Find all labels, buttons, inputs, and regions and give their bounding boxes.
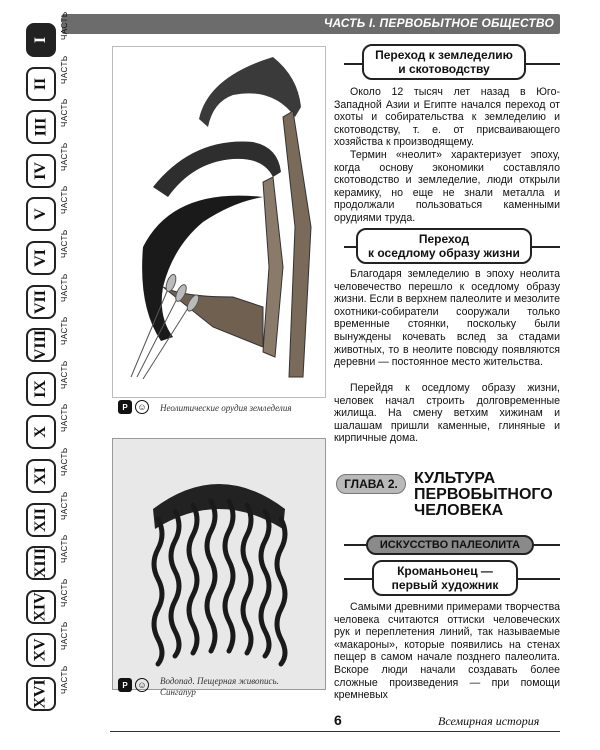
- part-tab-number: IV: [32, 161, 49, 180]
- part-tab-box: [26, 328, 56, 362]
- figure-icons-1: [118, 400, 149, 414]
- info-badge-icon: Р: [118, 678, 132, 692]
- heading-line-1: Кроманьонец —: [397, 564, 493, 578]
- figure-icons-2: [118, 678, 149, 692]
- part-tab-number: IX: [32, 379, 49, 398]
- part-tab-XII[interactable]: [20, 490, 86, 540]
- part-tab-number: V: [32, 208, 49, 221]
- neolithic-tools-image: [112, 46, 326, 398]
- part-tab-box: [26, 285, 56, 319]
- part-tab-label: ЧАСТЬ: [60, 229, 69, 258]
- part-tab-IX[interactable]: [20, 360, 86, 409]
- caption-line-2: Сингапур: [160, 687, 196, 697]
- part-tab-IV[interactable]: [20, 142, 86, 191]
- part-tab-XV[interactable]: [20, 621, 86, 670]
- part-tab-box: [26, 110, 56, 144]
- part-tab-V[interactable]: [20, 185, 86, 234]
- caption-line-1: Водопад. Пещерная живопись.: [160, 676, 279, 686]
- paragraph: Около 12 тысяч лет назад в Юго-Западной Азии и Египте начался переход от охоты и собирательства к земледелию и скотоводству, т. е. от присваивающего хозяйства к производящему.: [334, 86, 560, 149]
- header-title: ЧАСТЬ I. ПЕРВОБЫТНОЕ ОБЩЕСТВО: [323, 16, 554, 30]
- part-tab-box: [26, 197, 56, 231]
- info-badge-icon: Р: [118, 400, 132, 414]
- paragraph: Перейдя к оседлому образу жизни, человек начал строить долговременные жилища. На смену ветхим хижинам и шалашам пришли каменные, глиняные и кирпичные дома.: [334, 382, 560, 445]
- part-tab-box: [26, 677, 56, 711]
- part-tab-box: [26, 23, 56, 57]
- chapter-badge: ГЛАВА 2.: [336, 474, 406, 494]
- part-tab-box: [26, 503, 56, 537]
- part-tab-box: [26, 372, 56, 406]
- chapter-title-line-1: КУЛЬТУРА: [414, 470, 496, 487]
- part-tab-label: ЧАСТЬ: [60, 534, 69, 564]
- book-title: Всемирная история: [438, 714, 540, 728]
- part-tab-box: [26, 241, 56, 275]
- part-tab-XIII[interactable]: [20, 534, 86, 583]
- part-tab-box: [26, 459, 56, 493]
- part-tab-label: ЧАСТЬ: [60, 98, 69, 128]
- section-heading: [362, 44, 526, 80]
- part-tab-label: ЧАСТЬ: [60, 272, 69, 302]
- part-tab-number: XV: [31, 638, 49, 662]
- part-tab-label: ЧАСТЬ: [60, 185, 69, 215]
- part-tab-number: XIV: [32, 592, 49, 622]
- part-tab-number: XII: [31, 507, 49, 532]
- part-tab-label: ЧАСТЬ: [60, 54, 69, 84]
- part-tab-label: ЧАСТЬ: [60, 316, 69, 346]
- part-tab-label: ЧАСТЬ: [60, 621, 69, 651]
- part-tab-number: VII: [31, 289, 49, 314]
- part-tab-III[interactable]: [20, 98, 86, 147]
- heading-line-1: Переход: [418, 232, 470, 246]
- part-tab-I[interactable]: [20, 11, 86, 60]
- part-tab-label: ЧАСТЬ: [60, 403, 69, 433]
- part-tab-VII[interactable]: [20, 272, 86, 322]
- part-tab-box: [26, 154, 56, 188]
- part-tab-XVI[interactable]: [20, 665, 86, 714]
- part-tab-box: [26, 415, 56, 449]
- part-tab-II[interactable]: [20, 54, 86, 104]
- part-tab-box: [26, 546, 56, 580]
- chapter-title-line-3: ЧЕЛОВЕКА: [414, 502, 504, 519]
- part-tab-number: II: [31, 77, 49, 90]
- section-heading: [372, 560, 518, 596]
- footer-rule: [110, 731, 560, 732]
- part-tab-label: ЧАСТЬ: [60, 447, 69, 476]
- part-tab-number: X: [32, 426, 49, 439]
- part-tab-number: VI: [32, 249, 49, 267]
- paragraph: Самыми древними примерами творчества человека считаются оттиски человеческих рук и переплетения линий, так называемые «макароны», которые появились на стенах пещер в самом начале позднего палеолита. Вскоре люди начали создавать более сложные произведения — при помощи кремневых: [334, 601, 560, 702]
- part-tab-VIII[interactable]: [20, 316, 86, 365]
- part-tab-label: ЧАСТЬ: [60, 360, 69, 389]
- part-tab-box: [26, 67, 56, 101]
- page-number: 6: [334, 712, 342, 728]
- heading-line-2: и скотоводству: [398, 62, 490, 76]
- part-tab-number: I: [31, 36, 49, 44]
- tools-illustration: [113, 47, 325, 397]
- section-badge: ИСКУССТВО ПАЛЕОЛИТА: [366, 535, 534, 555]
- paragraph: Термин «неолит» характеризует эпоху, когда основу экономики составляло скотоводство и земледелие, люди открыли керамику, но еще не знали металла и продолжали пользоваться каменными орудиями труда.: [334, 149, 560, 224]
- part-tab-label: ЧАСТЬ: [60, 11, 69, 40]
- part-tab-VI[interactable]: [20, 229, 86, 278]
- cave-painting-image: [112, 438, 326, 690]
- part-tab-X[interactable]: [20, 403, 86, 452]
- part-tab-number: III: [32, 117, 49, 137]
- part-tab-number: XIII: [32, 548, 50, 579]
- heading-line-2: первый художник: [391, 578, 499, 592]
- part-tab-number: XI: [32, 467, 49, 485]
- chapter-title: [414, 471, 553, 519]
- chapter-title-line-2: ПЕРВОБЫТНОГО: [414, 486, 553, 503]
- figure-caption-2: [160, 676, 279, 698]
- part-tabs: [20, 11, 90, 720]
- smiley-icon: ☺: [135, 400, 149, 414]
- part-tab-label: ЧАСТЬ: [60, 665, 69, 694]
- part-tab-label: ЧАСТЬ: [60, 490, 69, 520]
- section-heading: [356, 228, 532, 264]
- part-tab-label: ЧАСТЬ: [60, 142, 69, 171]
- part-tab-number: XVI: [32, 679, 49, 709]
- smiley-icon: ☺: [135, 678, 149, 692]
- running-header: [62, 14, 560, 34]
- figure-caption: Неолитические орудия земледелия: [160, 403, 292, 413]
- paragraph: Благодаря земледелию в эпоху неолита человечество перешло к оседлому образу жизни. Если в верхнем палеолите и мезолите охотники-собиратели сооружали только временные стоянки, поскольку были вынуждены кочевать вслед за стадами животных, то в неолите повсюду появляются деревни — постоянное место жительства.: [334, 268, 560, 369]
- part-tab-XIV[interactable]: [20, 578, 86, 627]
- part-tab-box: [26, 633, 56, 667]
- part-tab-number: VIII: [32, 330, 50, 361]
- part-tab-XI[interactable]: [20, 447, 86, 496]
- part-tab-label: ЧАСТЬ: [60, 578, 69, 607]
- heading-line-1: Переход к земледелию: [375, 48, 513, 62]
- part-tab-box: [26, 590, 56, 624]
- heading-line-2: к оседлому образу жизни: [368, 246, 520, 260]
- waterfall-painting: [113, 439, 325, 689]
